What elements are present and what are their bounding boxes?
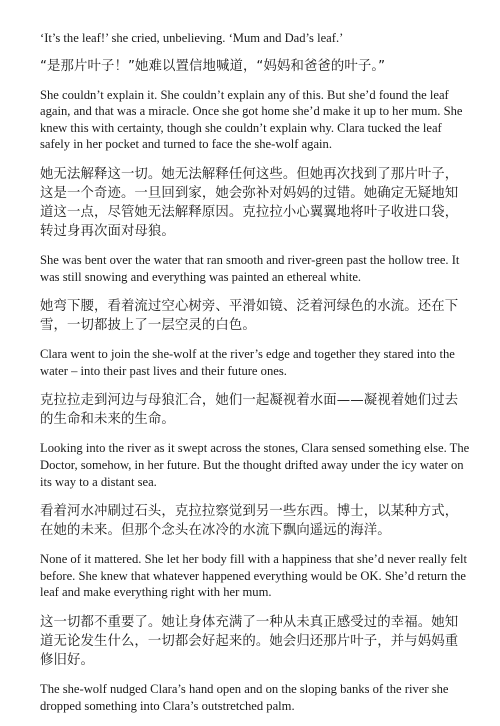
paragraph-en-3: She was bent over the water that ran smooth and river-green past the hollow tree. It was still snowing and everything was painted an ethereal white. xyxy=(40,252,460,284)
paragraph-zh-4: 克拉拉走到河边与母狼汇合，她们一起凝视着水面——凝视着她们过去的生命和未来的生命。 xyxy=(40,393,459,428)
paragraph-zh-1: “是那片叶子！”她难以置信地喊道，“妈妈和爸爸的叶子。” xyxy=(40,58,386,74)
document-page xyxy=(40,30,470,726)
paragraph-zh-3: 她弯下腰，看着流过空心树旁、平滑如镜、泛着河绿色的水流。还在下雪，一切都披上了一层空灵的白色。 xyxy=(40,299,459,334)
paragraph-en-1: ‘It’s the leaf!’ she cried, unbelieving. ‘Mum and Dad’s leaf.’ xyxy=(40,31,344,45)
paragraph-en-2: She couldn’t explain it. She couldn’t explain any of this. But she’d found the leaf again, and that was a miracle. Once she got home she’d make it up to her mum. She knew this with certainty, though she couldn’t explain why. Clara tucked the leaf safely in her pocket and turned to face the she-wolf again. xyxy=(40,87,463,152)
paragraph-en-4: Clara went to join the she-wolf at the river’s edge and together they stared into the water – into their past lives and their future ones. xyxy=(40,347,455,378)
paragraph-zh-6: 这一切都不重要了。她让身体充满了一种从未真正感受过的幸福。她知道无论发生什么，一切都会好起来的。她会归还那片叶子，并与妈妈重修旧好。 xyxy=(40,614,459,668)
paragraph-en-5: Looking into the river as it swept across the stones, Clara sensed something else. The Doctor, somehow, in her future. But the thought drifted away under the icy water on its way to a distant sea. xyxy=(40,441,470,489)
paragraph-zh-5: 看着河水冲刷过石头，克拉拉察觉到另一些东西。博士，以某种方式，在她的未来。但那个念头在冰冷的水流下飘向遥远的海洋。 xyxy=(40,504,459,539)
paragraph-en-6: None of it mattered. She let her body fill with a happiness that she’d never really felt before. She knew that whatever happened everything would be OK. She’d return the leaf and make everything right with her mum. xyxy=(40,552,468,600)
paragraph-en-7: The she-wolf nudged Clara’s hand open and on the sloping banks of the river she dropped something into Clara’s outstretched palm. xyxy=(40,681,449,713)
paragraph-zh-2: 她无法解释这一切。她无法解释任何这些。但她再次找到了那片叶子，这是一个奇迹。一旦回到家，她会弥补对妈妈的过错。她确定无疑地知道这一点，尽管她无法解释原因。克拉拉小心翼翼地将叶子收进口袋，转过身再次面对母狼。 xyxy=(40,166,459,239)
